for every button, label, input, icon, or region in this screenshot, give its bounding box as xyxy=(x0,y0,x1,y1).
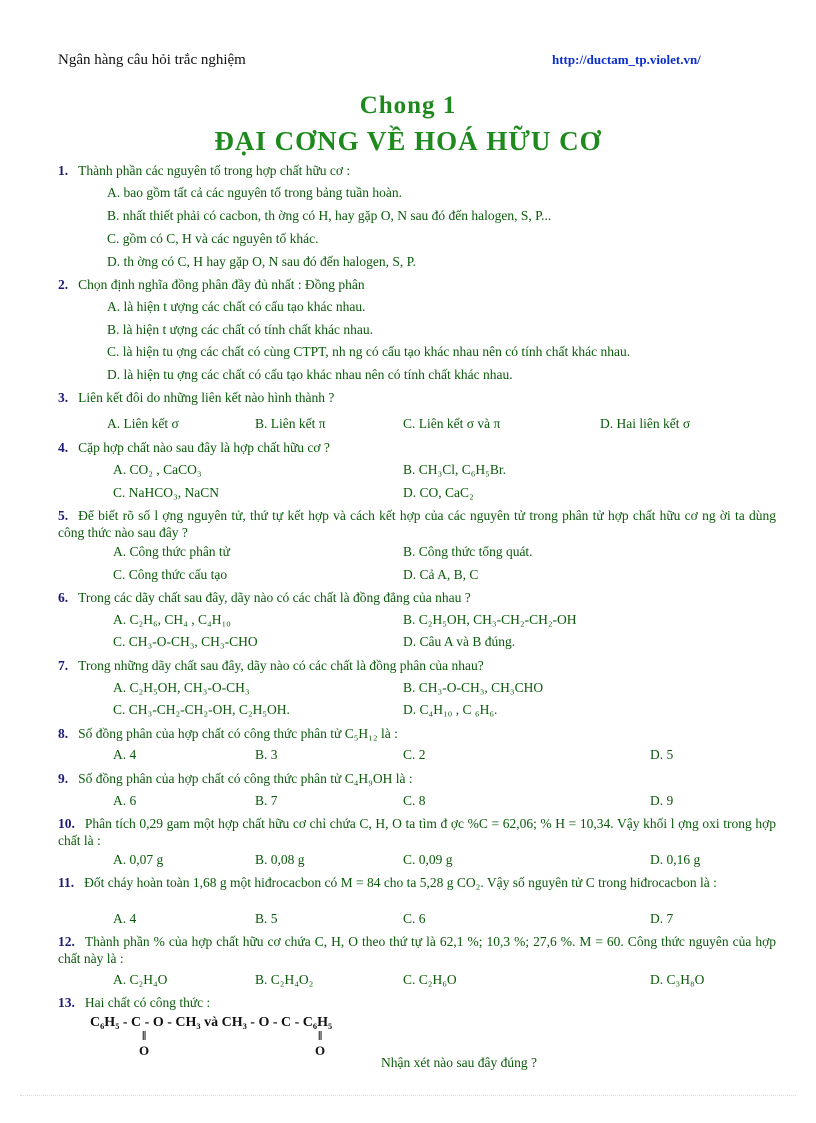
q11-option-a: A. 4 xyxy=(113,911,137,926)
q13-note: Nhận xét nào sau đây đúng ? xyxy=(381,1055,537,1070)
double-bond-mark-right: ‖ xyxy=(318,1028,323,1043)
q12-option-b: B. C₂H₄O₂ xyxy=(255,972,314,987)
question-11: 11. Đốt cháy hoàn toàn 1,68 g một hiđrocacbon có M = 84 cho ta 5,28 g CO₂. Vậy số nguyên tử C trong hiđrocacbon là : xyxy=(58,875,717,890)
question-5: 5. Để biết rõ số l ợng nguyên tử, thứ tự kết hợp và cách kết hợp của các nguyên tử trong phân tử hợp chất hữu cơ ng ời ta dùng công thức nào sau đây ? xyxy=(58,508,776,540)
q4-option-b: B. CH₃Cl, C₆H₅Br. xyxy=(403,462,507,477)
q11-option-b: B. 5 xyxy=(255,911,278,926)
q2-option-b: B. là hiện t ượng các chất có tính chất khác nhau. xyxy=(107,322,373,337)
question-4: 4. Cặp hợp chất nào sau đây là hợp chất hữu cơ ? xyxy=(58,440,330,455)
q3-option-d: D. Hai liên kết σ xyxy=(600,416,691,431)
q8-option-c: C. 2 xyxy=(403,747,426,762)
q10-option-d: D. 0,16 g xyxy=(650,852,701,867)
q3-option-a: A. Liên kết σ xyxy=(107,416,179,431)
header-title: Ngân hàng câu hỏi trắc nghiệm xyxy=(58,52,246,68)
question-6: 6. Trong các dãy chất sau đây, dãy nào có các chất là đồng đẳng của nhau ? xyxy=(58,590,471,605)
question-13: 13. Hai chất có công thức : xyxy=(58,995,211,1010)
q9-option-d: D. 9 xyxy=(650,793,674,808)
q12-option-a: A. C₂H₄O xyxy=(113,972,168,987)
question-7: 7. Trong những dãy chất sau đây, dãy nào có các chất là đồng phân của nhau? xyxy=(58,658,484,673)
question-10: 10. Phân tích 0,29 gam một hợp chất hữu cơ chỉ chứa C, H, O ta tìm đ ợc %C = 62,06; % H = 10,34. Vậy khối l ợng oxi trong hợp chất là : xyxy=(58,816,776,848)
q1-option-c: C. gồm có C, H và các nguyên tố khác. xyxy=(107,231,319,246)
q1-option-b: B. nhất thiết phải có cacbon, th ờng có H, hay gặp O, N sau đó đến halogen, S, P... xyxy=(107,208,552,223)
q5-option-d: D. Cả A, B, C xyxy=(403,567,479,582)
question-1: 1. Thành phần các nguyên tố trong hợp chất hữu cơ : xyxy=(58,163,351,178)
q3-option-b: B. Liên kết π xyxy=(255,416,326,431)
q9-option-a: A. 6 xyxy=(113,793,137,808)
ester-formula: C₆H₅ - C - O - CH₃ và CH₃ - O - C - C₆H₅ xyxy=(90,1015,333,1030)
q7-option-b: B. CH₃-O-CH₃, CH₃CHO xyxy=(403,680,544,695)
q6-option-a: A. C₂H₆, CH₄ , C₄H₁₀ xyxy=(113,612,231,627)
q12-option-d: D. C₃H₈O xyxy=(650,972,705,987)
q8-option-b: B. 3 xyxy=(255,747,278,762)
q10-option-c: C. 0,09 g xyxy=(403,852,453,867)
q5-option-b: B. Công thức tổng quát. xyxy=(403,544,533,559)
q1-option-a: A. bao gồm tất cả các nguyên tố trong bảng tuần hoàn. xyxy=(107,185,403,200)
q4-option-c: C. NaHCO₃, NaCN xyxy=(113,485,219,500)
q11-option-c: C. 6 xyxy=(403,911,426,926)
header-url-link[interactable]: http://ductam_tp.violet.vn/ xyxy=(552,52,701,67)
q9-option-c: C. 8 xyxy=(403,793,426,808)
double-bond-mark-left: ‖ xyxy=(142,1028,147,1043)
q11-option-d: D. 7 xyxy=(650,911,674,926)
q2-option-c: C. là hiện tu ợng các chất có cùng CTPT, nh ng có cấu tạo khác nhau nên có tính chất khác nhau. xyxy=(107,344,631,359)
question-9: 9. Số đồng phân của hợp chất có công thức phân tử C₄H₉OH là : xyxy=(58,771,413,786)
question-12: 12. Thành phần % của hợp chất hữu cơ chứa C, H, O theo thứ tự là 62,1 %; 10,3 %; 27,6 %. M = 60. Công thức nguyên của hợp chất này là : xyxy=(58,934,776,966)
q6-option-d: D. Câu A và B đúng. xyxy=(403,634,516,649)
q6-option-c: C. CH₃-O-CH₃, CH₃-CHO xyxy=(113,634,258,649)
oxygen-right: O xyxy=(315,1043,326,1058)
q5-option-a: A. Công thức phân tử xyxy=(113,544,230,559)
q8-option-a: A. 4 xyxy=(113,747,137,762)
q12-option-c: C. C₂H₆O xyxy=(403,972,457,987)
q1-option-d: D. th ờng có C, H hay gặp O, N sau đó đến halogen, S, P. xyxy=(107,254,416,269)
q9-option-b: B. 7 xyxy=(255,793,278,808)
q6-option-b: B. C₂H₅OH, CH₃-CH₂-CH₂-OH xyxy=(403,612,577,627)
q4-option-a: A. CO₂ , CaCO₃ xyxy=(113,462,202,477)
chapter-title: ĐẠI CƠNG VỀ HOÁ HỮU CƠ xyxy=(214,126,602,156)
chapter-number: Chong 1 xyxy=(359,92,457,119)
oxygen-left: O xyxy=(139,1043,150,1058)
page-bottom-divider xyxy=(20,1095,796,1096)
q4-option-d: D. CO, CaC₂ xyxy=(403,485,474,500)
q10-option-b: B. 0,08 g xyxy=(255,852,305,867)
q7-option-d: D. C₄H₁₀ , C ₆H₆. xyxy=(403,702,498,717)
q7-option-c: C. CH₃-CH₂-CH₂-OH, C₂H₅OH. xyxy=(113,702,290,717)
question-8: 8. Số đồng phân của hợp chất có công thức phân tử C₅H₁₂ là : xyxy=(58,726,398,741)
q8-option-d: D. 5 xyxy=(650,747,674,762)
q7-option-a: A. C₂H₅OH, CH₃-O-CH₃ xyxy=(113,680,250,695)
question-2: 2. Chọn định nghĩa đồng phân đầy đủ nhất : Đồng phân xyxy=(58,277,365,292)
q2-option-a: A. là hiện t ượng các chất có cấu tạo khác nhau. xyxy=(107,299,366,314)
q3-option-c: C. Liên kết σ và π xyxy=(403,416,501,431)
q10-option-a: A. 0,07 g xyxy=(113,852,164,867)
q2-option-d: D. là hiện tu ợng các chất có cấu tạo khác nhau nên có tính chất khác nhau. xyxy=(107,367,513,382)
question-3: 3. Liên kết đôi do những liên kết nào hình thành ? xyxy=(58,390,335,405)
q5-option-c: C. Công thức cấu tạo xyxy=(113,567,228,582)
